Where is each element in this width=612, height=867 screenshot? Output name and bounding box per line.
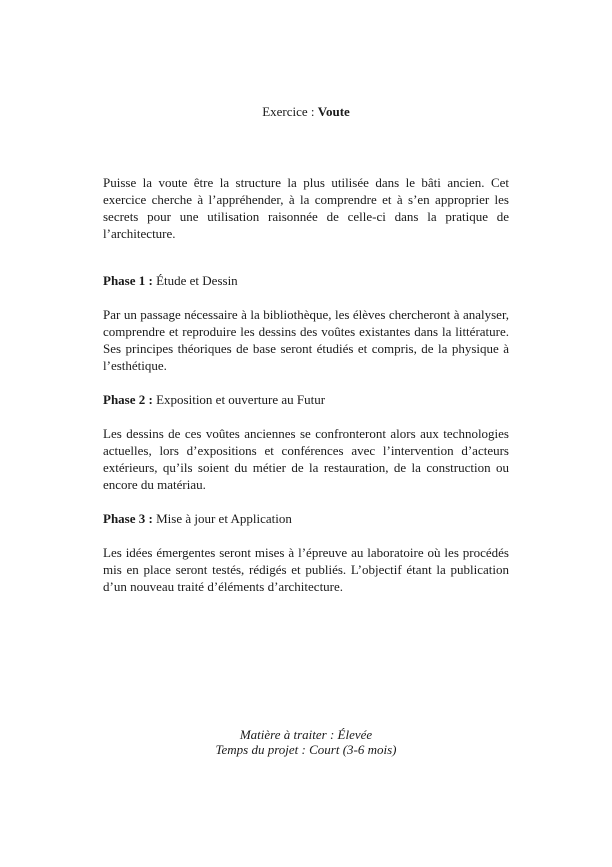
phase-3-paragraph: Les idées émergentes seront mises à l’épreuve au laboratoire où les procédés mis en place seront testés, rédigés et publiés. L’objectif étant la publication d’un nouveau traité d’éléments d’architecture.: [103, 545, 509, 594]
phase-3-label: Phase 3 :: [103, 511, 153, 526]
page-title: [0, 104, 612, 120]
title-name: Voute: [317, 104, 350, 119]
phase-3-heading: [103, 511, 292, 527]
phase-2-label: Phase 2 :: [103, 392, 153, 407]
phase-2-heading: [103, 392, 325, 408]
phase-1-title: Étude et Dessin: [152, 273, 238, 288]
phase-1-label: Phase 1 :: [103, 273, 153, 288]
phase-2-title: Exposition et ouverture au Futur: [152, 392, 326, 407]
footer-difficulty: Matière à traiter : Élevée: [239, 727, 373, 742]
phase-3-title: Mise à jour et Application: [152, 511, 292, 526]
title-prefix: Exercice :: [262, 104, 318, 119]
footer-duration: Temps du projet : Court (3-6 mois): [215, 742, 397, 757]
phase-2-paragraph: Les dessins de ces voûtes anciennes se confronteront alors aux technologies actuelles, lors d’expositions et conférences avec l’intervention d’acteurs extérieurs, qu’ils soient du métier de la restauration, de la construction ou encore du matériau.: [103, 426, 509, 492]
phase-1-paragraph: Par un passage nécessaire à la bibliothèque, les élèves chercheront à analyser, comprendre et reproduire les dessins des voûtes existantes dans la littérature. Ses principes théoriques de base seront étudiés et compris, de la physique à l’esthétique.: [103, 307, 509, 373]
intro-paragraph: Puisse la voute être la structure la plus utilisée dans le bâti ancien. Cet exercice cherche à l’appréhender, à la comprendre et à s’en approprier les secrets pour une utilisation raisonnée de celle-ci dans la pratique de l’architecture.: [103, 175, 509, 241]
phase-1-heading: [103, 273, 238, 289]
